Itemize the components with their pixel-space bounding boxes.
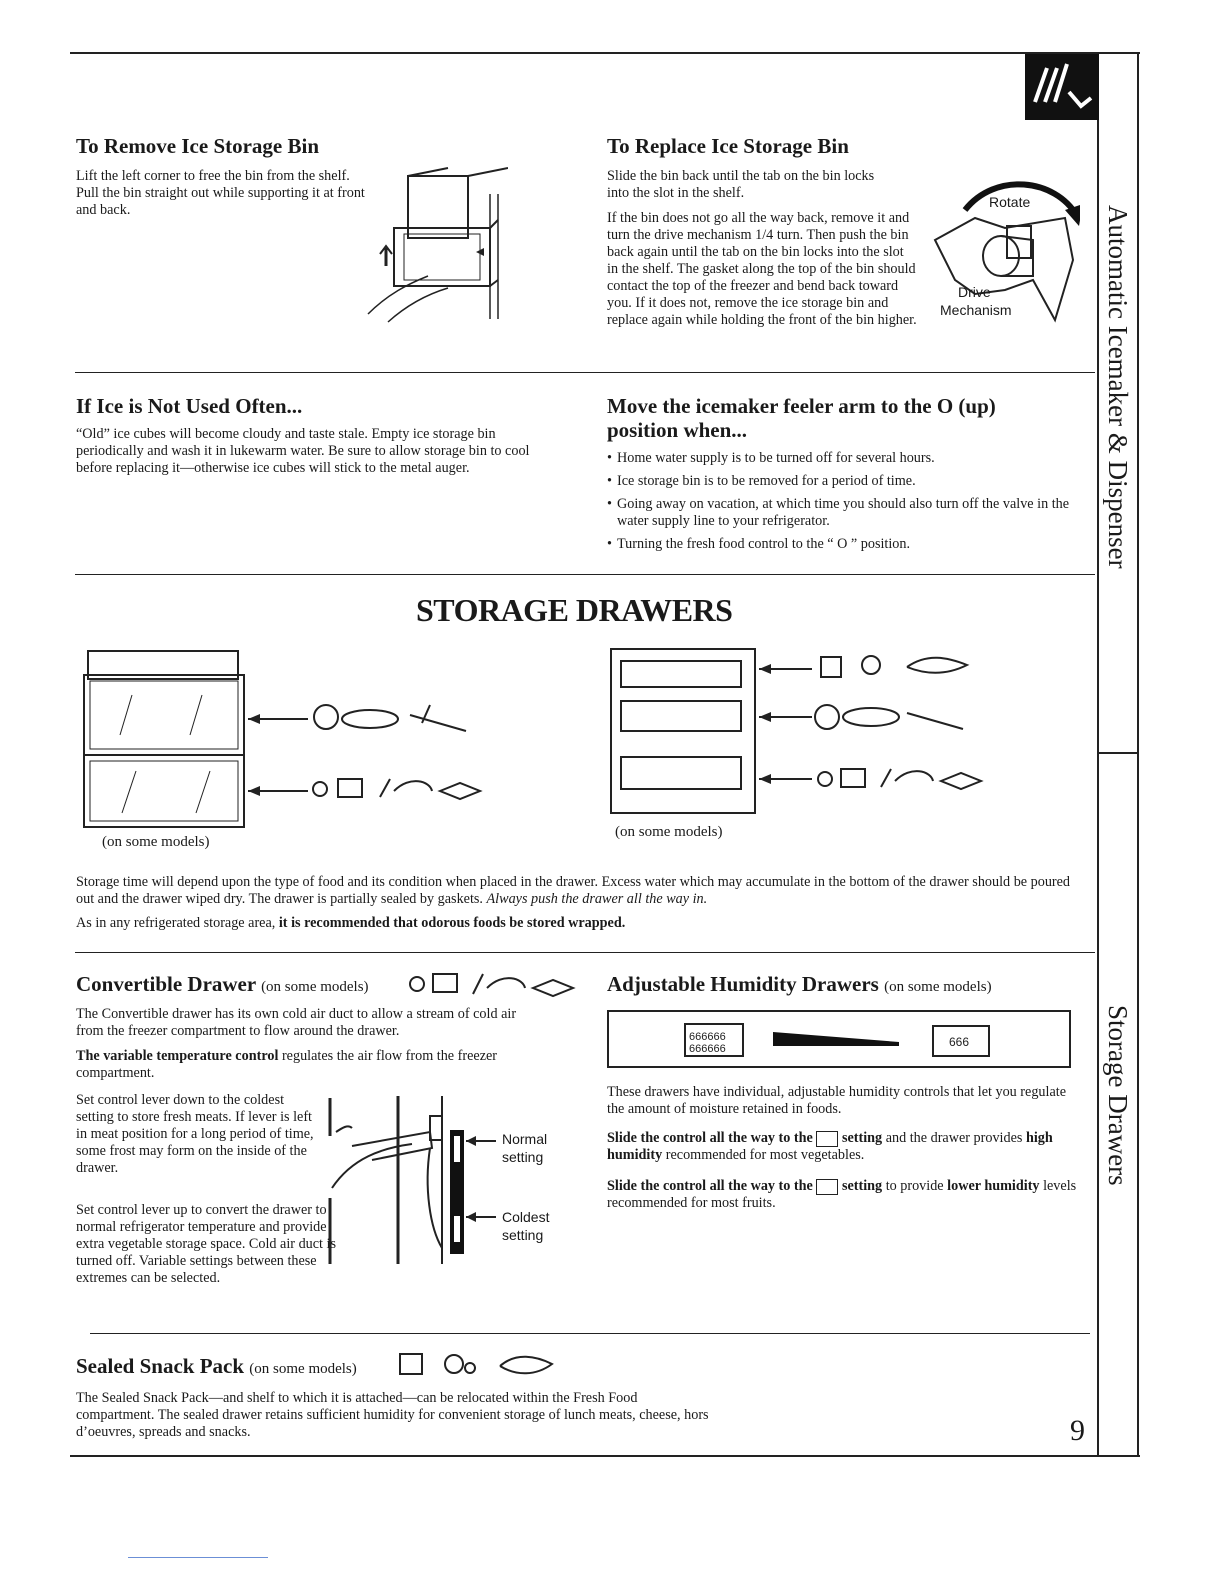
storage-p2-bold: it is recommended that odorous foods be stored wrapped. [278, 915, 626, 931]
convertible-p2 [76, 1048, 546, 1082]
humidity-p3-e: levels recommended for most fruits. [607, 1178, 1077, 1211]
side-tab-inner-border [1097, 120, 1099, 1457]
feeler-arm-bullet: • Going away on vacation, at which time you should also turn off the valve in the water supply line to your refrigerator. [607, 496, 1085, 530]
storage-p1-text: Storage time will depend upon the type of food and its condition when placed in the drawer. Excess water which may accumulate in the bottom of the drawer should be poured out and the drawer wiped dry. The drawer is partially sealed by gaskets. [76, 874, 1071, 907]
humidity-p3-a: Slide the control all the way to the [607, 1178, 813, 1194]
convertible-title: Convertible Drawer [76, 972, 256, 996]
bottom-link-line [128, 1557, 268, 1558]
drawer-caption-left: (on some models) [102, 834, 210, 850]
side-tab-border [1137, 52, 1139, 1457]
storage-p1-italic: Always push the drawer all the way in. [486, 891, 708, 907]
storage-p2-text: As in any refrigerated storage area, [76, 915, 279, 931]
rotate-label: Rotate [989, 194, 1031, 210]
storage-paragraph-2 [76, 915, 1086, 932]
two-drawer-illustration [80, 645, 500, 830]
drive-label: Drive [958, 284, 991, 300]
snack-title: Sealed Snack Pack [76, 1354, 245, 1378]
mechanism-label: Mechanism [940, 302, 1012, 318]
low-humidity-icon [816, 1179, 838, 1195]
svg-text:666: 666 [949, 1035, 970, 1049]
convertible-subtitle: (on some models) [261, 979, 369, 995]
feeler-arm-heading-1: Move the icemaker feeler arm to the O (up) [607, 394, 996, 418]
remove-bin-body: Lift the left corner to free the bin from the shelf. Pull the bin straight out while supporting it at front and back. [76, 168, 365, 218]
section-rule-4 [90, 1333, 1090, 1334]
side-tab-divider [1097, 752, 1139, 754]
convertible-heading [76, 972, 369, 999]
replace-bin-p2: If the bin does not go all the way back, remove it and turn the drive mechanism 1/4 turn. Then push the bin back again until the tab on the bin locks into the slot in the shelf. The gasket along the top of the bin should contact the top of the freezer and bend back toward you. If it does not, remove the ice storage bin and replace again while holding the front of the bin higher. [607, 210, 917, 328]
top-rule [70, 52, 1140, 54]
convertible-p4: Set control lever up to convert the drawer to normal refrigerator temperature and provide extra vegetable storage space. Cold air duct is turned off. Variable settings between these extremes can be selected. [76, 1202, 337, 1286]
page-number: 9 [1070, 1414, 1085, 1447]
convertible-food-icons [405, 970, 585, 998]
section-rule-1 [75, 372, 1095, 373]
humidity-title: Adjustable Humidity Drawers [607, 972, 879, 996]
coldest-arrow [464, 1210, 498, 1224]
replace-bin-p1: Slide the bin back until the tab on the bin locks into the slot in the shelf. [607, 168, 875, 201]
normal-arrow [464, 1134, 498, 1148]
snack-food-icons [396, 1350, 556, 1380]
humidity-p2 [607, 1130, 1077, 1164]
storage-drawers-title: STORAGE DRAWERS [416, 592, 733, 628]
tab-corner-icon [1025, 54, 1099, 120]
high-humidity-icon [816, 1131, 838, 1147]
normal-label-2: setting [502, 1149, 544, 1165]
snack-subtitle: (on some models) [249, 1361, 357, 1377]
humidity-p2-e: recommended for most vegetables. [662, 1147, 865, 1163]
humidity-heading [607, 972, 992, 999]
feeler-arm-bullet: • Ice storage bin is to be removed for a period of time. [607, 473, 1085, 490]
remove-bin-illustration [358, 164, 508, 324]
section-rule-2 [75, 574, 1095, 575]
convertible-p1: The Convertible drawer has its own cold air duct to allow a stream of cold air from the freezer compartment to flow around the drawer. [76, 1006, 517, 1039]
humidity-p2-d: high humidity [607, 1130, 1053, 1163]
remove-bin-heading: To Remove Ice Storage Bin [76, 134, 320, 158]
humidity-p3-c: to provide [882, 1178, 948, 1194]
feeler-arm-heading-2: position when... [607, 418, 748, 442]
convertible-p2-bold: The variable temperature control [76, 1048, 279, 1064]
coldest-label: Coldest [502, 1209, 550, 1225]
three-drawer-illustration [607, 645, 1017, 820]
humidity-p3-d: lower humidity [947, 1178, 1040, 1194]
convertible-p3: Set control lever down to the coldest setting to store fresh meats. If lever is left in meat position for a long period of time, some frost may form on the inside of the drawer. [76, 1092, 314, 1176]
storage-paragraph-1 [76, 874, 1086, 908]
side-tab-icemaker[interactable]: Automatic Icemaker & Dispenser [1103, 205, 1133, 569]
drawer-caption-right: (on some models) [615, 824, 723, 840]
normal-label: Normal [502, 1131, 548, 1147]
humidity-p1: These drawers have individual, adjustable humidity controls that let you regulate the amount of moisture retained in foods. [607, 1084, 1066, 1117]
ice-not-used-heading: If Ice is Not Used Often... [76, 394, 303, 418]
ice-not-used-body: “Old” ice cubes will become cloudy and taste stale. Empty ice storage bin periodically and wash it in lukewarm water. Be sure to allow storage bin to cool before replacing it—otherwise ice cubes will stick to the metal auger. [76, 426, 530, 476]
feeler-arm-bullet: • Home water supply is to be turned off for several hours. [607, 450, 1085, 467]
svg-text:666666: 666666 [689, 1031, 726, 1043]
humidity-p3-b: setting [841, 1178, 883, 1194]
section-rule-3 [75, 952, 1095, 953]
side-tab-storage-drawers[interactable]: Storage Drawers [1103, 1005, 1133, 1186]
humidity-subtitle: (on some models) [884, 979, 992, 995]
feeler-arm-list [607, 450, 1085, 559]
humidity-p2-b: setting [841, 1130, 883, 1146]
humidity-p2-c: and the drawer provides [882, 1130, 1026, 1146]
coldest-label-2: setting [502, 1227, 544, 1243]
snack-body: The Sealed Snack Pack—and shelf to which it is attached—can be relocated within the Fresh Food compartment. The sealed drawer retains sufficient humidity for convenient storage of lunch meats, cheese, hors d’oeuvres, spreads and snacks. [76, 1390, 709, 1440]
convertible-p2-rest: regulates the air flow from the freezer compartment. [76, 1048, 498, 1081]
bottom-rule [70, 1455, 1140, 1457]
feeler-arm-bullet: • Turning the fresh food control to the “ O ” position. [607, 536, 1085, 553]
control-lever-illustration [312, 1088, 502, 1268]
replace-bin-heading: To Replace Ice Storage Bin [607, 134, 849, 158]
humidity-p2-a: Slide the control all the way to the [607, 1130, 813, 1146]
humidity-p3 [607, 1178, 1077, 1212]
humidity-control-panel [607, 1010, 1071, 1068]
svg-text:666666: 666666 [689, 1043, 726, 1055]
snack-heading [76, 1354, 357, 1381]
